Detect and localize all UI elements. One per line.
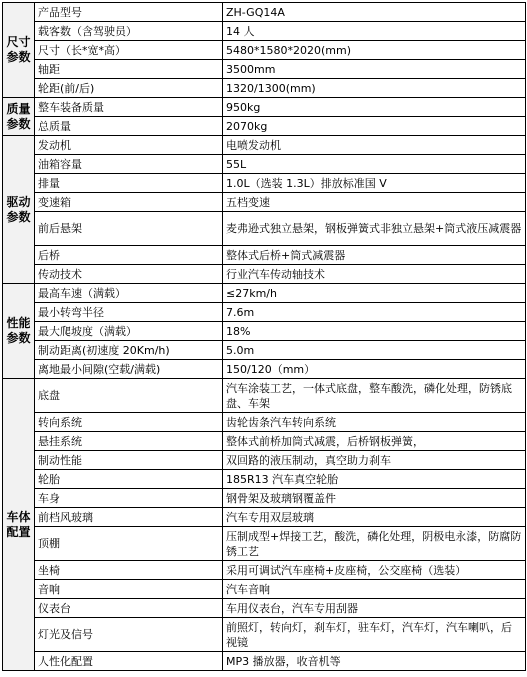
spec-label: 坐椅 bbox=[35, 561, 223, 580]
spec-value: 双回路的液压制动，真空助力刹车 bbox=[223, 451, 526, 470]
table-row bbox=[3, 379, 526, 413]
spec-value: 7.6m bbox=[223, 303, 526, 322]
spec-value: ZH-GQ14A bbox=[223, 3, 526, 22]
spec-label: 尺寸（长*宽*高） bbox=[35, 41, 223, 60]
spec-label: 悬挂系统 bbox=[35, 432, 223, 451]
table-row bbox=[3, 413, 526, 432]
table-row bbox=[3, 22, 526, 41]
table-row bbox=[3, 561, 526, 580]
spec-value: 1.0L（选装 1.3L）排放标准国 V bbox=[223, 174, 526, 193]
spec-label: 产品型号 bbox=[35, 3, 223, 22]
spec-table-body bbox=[3, 3, 526, 671]
table-row bbox=[3, 341, 526, 360]
table-row bbox=[3, 489, 526, 508]
spec-value: 5.0m bbox=[223, 341, 526, 360]
table-row bbox=[3, 508, 526, 527]
spec-value: ≤27km/h bbox=[223, 284, 526, 303]
category-cell: 车体配置 bbox=[3, 379, 35, 671]
table-row bbox=[3, 79, 526, 98]
table-row bbox=[3, 303, 526, 322]
table-row bbox=[3, 136, 526, 155]
spec-label: 音响 bbox=[35, 580, 223, 599]
spec-label: 最小转弯半径 bbox=[35, 303, 223, 322]
table-row bbox=[3, 265, 526, 284]
spec-table bbox=[2, 2, 526, 671]
table-row bbox=[3, 60, 526, 79]
spec-value: 电喷发动机 bbox=[223, 136, 526, 155]
table-row bbox=[3, 41, 526, 60]
spec-label: 传动技术 bbox=[35, 265, 223, 284]
spec-value: 950kg bbox=[223, 98, 526, 117]
spec-value: 整体式前桥加筒式减震，后桥钢板弹簧， bbox=[223, 432, 526, 451]
spec-label: 发动机 bbox=[35, 136, 223, 155]
table-row bbox=[3, 155, 526, 174]
spec-value: 1320/1300(mm) bbox=[223, 79, 526, 98]
spec-label: 变速箱 bbox=[35, 193, 223, 212]
spec-label: 总质量 bbox=[35, 117, 223, 136]
category-cell: 质量参数 bbox=[3, 98, 35, 136]
spec-value: 55L bbox=[223, 155, 526, 174]
table-row bbox=[3, 470, 526, 489]
spec-label: 制动距离(初速度 20Km/h) bbox=[35, 341, 223, 360]
spec-label: 后桥 bbox=[35, 246, 223, 265]
spec-value: 18% bbox=[223, 322, 526, 341]
spec-value: 麦弗逊式独立悬架，钢板弹簧式非独立悬架+筒式液压减震器 bbox=[223, 212, 526, 246]
spec-value: 5480*1580*2020(mm) bbox=[223, 41, 526, 60]
table-row bbox=[3, 652, 526, 671]
spec-label: 制动性能 bbox=[35, 451, 223, 470]
spec-label: 前后悬架 bbox=[35, 212, 223, 246]
table-row bbox=[3, 284, 526, 303]
table-row bbox=[3, 580, 526, 599]
spec-label: 排量 bbox=[35, 174, 223, 193]
spec-value: 2070kg bbox=[223, 117, 526, 136]
spec-value: MP3 播放器，收音机等 bbox=[223, 652, 526, 671]
spec-label: 车身 bbox=[35, 489, 223, 508]
spec-label: 灯光及信号 bbox=[35, 618, 223, 652]
spec-label: 整车装备质量 bbox=[35, 98, 223, 117]
table-row bbox=[3, 322, 526, 341]
spec-value: 采用可调试汽车座椅+皮座椅，公交座椅（选装） bbox=[223, 561, 526, 580]
spec-value: 压制成型+焊接工艺，酸洗，磷化处理，阴极电永漆，防腐防锈工艺 bbox=[223, 527, 526, 561]
spec-table-container bbox=[2, 2, 526, 671]
category-cell: 尺寸参数 bbox=[3, 3, 35, 98]
table-row bbox=[3, 360, 526, 379]
table-row bbox=[3, 193, 526, 212]
spec-label: 转向系统 bbox=[35, 413, 223, 432]
spec-value: 汽车音响 bbox=[223, 580, 526, 599]
spec-label: 轮距(前/后) bbox=[35, 79, 223, 98]
spec-label: 顶棚 bbox=[35, 527, 223, 561]
spec-label: 最高车速（满载） bbox=[35, 284, 223, 303]
spec-value: 150/120（mm） bbox=[223, 360, 526, 379]
table-row bbox=[3, 451, 526, 470]
category-cell: 性能参数 bbox=[3, 284, 35, 379]
spec-value: 14 人 bbox=[223, 22, 526, 41]
spec-value: 3500mm bbox=[223, 60, 526, 79]
spec-label: 载客数（含驾驶员） bbox=[35, 22, 223, 41]
spec-label: 最大爬坡度（满载） bbox=[35, 322, 223, 341]
spec-label: 轴距 bbox=[35, 60, 223, 79]
spec-value: 前照灯，转向灯，刹车灯，驻车灯，汽车灯，汽车喇叭，后视镜 bbox=[223, 618, 526, 652]
spec-value: 行业汽车传动轴技术 bbox=[223, 265, 526, 284]
spec-label: 底盘 bbox=[35, 379, 223, 413]
spec-label: 人性化配置 bbox=[35, 652, 223, 671]
spec-label: 离地最小间隙(空载/满载) bbox=[35, 360, 223, 379]
spec-value: 汽车涂装工艺，一体式底盘，整车酸洗，磷化处理，防锈底盘、车架 bbox=[223, 379, 526, 413]
table-row bbox=[3, 527, 526, 561]
spec-label: 轮胎 bbox=[35, 470, 223, 489]
table-row bbox=[3, 174, 526, 193]
table-row bbox=[3, 432, 526, 451]
spec-label: 油箱容量 bbox=[35, 155, 223, 174]
table-row bbox=[3, 3, 526, 22]
spec-value: 齿轮齿条汽车转向系统 bbox=[223, 413, 526, 432]
category-cell: 驱动参数 bbox=[3, 136, 35, 284]
spec-value: 五档变速 bbox=[223, 193, 526, 212]
spec-value: 185R13 汽车真空轮胎 bbox=[223, 470, 526, 489]
spec-value: 整体式后桥+筒式减震器 bbox=[223, 246, 526, 265]
table-row bbox=[3, 599, 526, 618]
table-row bbox=[3, 618, 526, 652]
table-row bbox=[3, 98, 526, 117]
spec-label: 前档风玻璃 bbox=[35, 508, 223, 527]
spec-value: 钢骨架及玻璃钢覆盖件 bbox=[223, 489, 526, 508]
table-row bbox=[3, 246, 526, 265]
table-row bbox=[3, 212, 526, 246]
spec-value: 汽车专用双层玻璃 bbox=[223, 508, 526, 527]
spec-label: 仪表台 bbox=[35, 599, 223, 618]
table-row bbox=[3, 117, 526, 136]
spec-value: 车用仪表台，汽车专用刮器 bbox=[223, 599, 526, 618]
